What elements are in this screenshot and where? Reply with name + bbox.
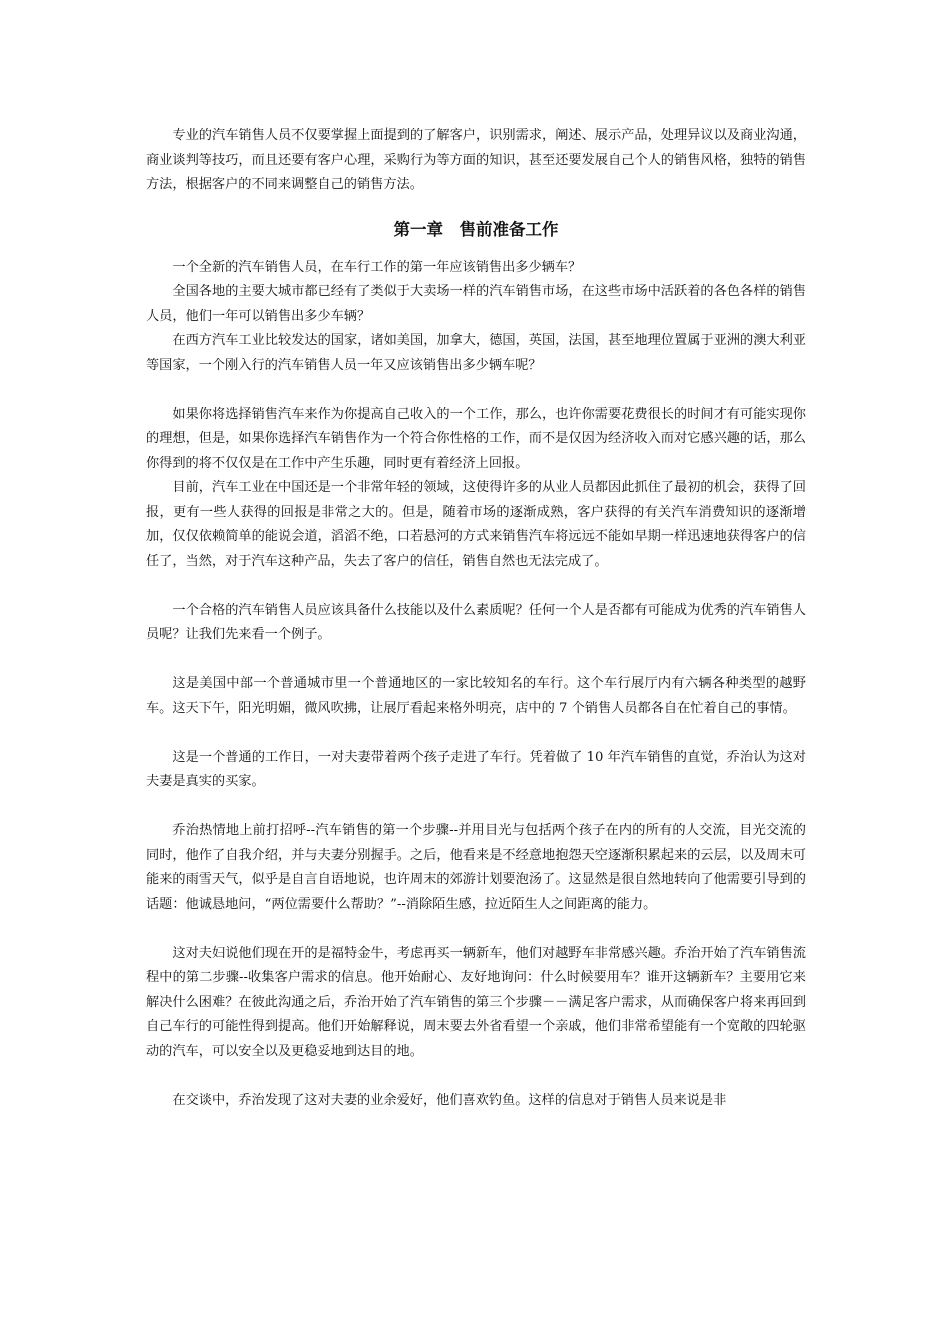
paragraph: 一个合格的汽车销售人员应该具备什么技能以及什么素质呢？任何一个人是否都有可能成为优秀的汽车销售人员呢？让我们先来看一个例子。 bbox=[146, 602, 806, 642]
paragraph: 这对夫妇说他们现在开的是福特金牛，考虑再买一辆新车，他们对越野车非常感兴趣。乔治开始了汽车销售流程中的第二步骤--收集客户需求的信息。他开始耐心、友好地询问：什么时候要用车？谁开这辆新车？主要用它来解决什么困难？在彼此沟通之后，乔治开始了汽车销售的第三个步骤－－满足客户需求，从而确保客户将来再回到自己车行的可能性得到提高。他们开始解释说，周末要去外省看望一个亲戚，他们非常希望能有一个宽敞的四轮驱动的汽车，可以安全以及更稳妥地到达目的地。 bbox=[146, 945, 806, 1059]
paragraph-gap bbox=[146, 795, 806, 820]
paragraph: 如果你将选择销售汽车来作为你提高自己收入的一个工作，那么，也许你需要花费很长的时间才有可能实现你的理想，但是，如果你选择汽车销售作为一个符合你性格的工作，而不是仅因为经济收入而对它感兴趣的话，那么你得到的将不仅仅是在工作中产生乐趣，同时更有着经济上回报。 bbox=[146, 406, 806, 471]
paragraph: 一个全新的汽车销售人员，在车行工作的第一年应该销售出多少辆车？ bbox=[172, 259, 582, 275]
paragraph: 这是一个普通的工作日，一对夫妻带着两个孩子走进了车行。凭着做了 10 年汽车销售的直觉，乔治认为这对夫妻是真实的买家。 bbox=[146, 749, 806, 789]
paragraph-gap bbox=[146, 574, 806, 599]
paragraph-gap bbox=[146, 721, 806, 746]
paragraph: 全国各地的主要大城市都已经有了类似于大卖场一样的汽车销售市场，在这些市场中活跃着的各色各样的销售人员，他们一年可以销售出多少车辆？ bbox=[146, 284, 806, 324]
paragraph-gap bbox=[146, 648, 806, 673]
document-page bbox=[146, 124, 806, 1113]
paragraph-gap bbox=[146, 917, 806, 942]
intro-paragraph: 专业的汽车销售人员不仅要掌握上面提到的了解客户，识别需求，阐述、展示产品，处理异议以及商业沟通，商业谈判等技巧，而且还要有客户心理，采购行为等方面的知识，甚至还要发展自己个人的销售风格，独特的销售方法，根据客户的不同来调整自己的销售方法。 bbox=[146, 128, 806, 192]
paragraph: 这是美国中部一个普通城市里一个普通地区的一家比较知名的车行。这个车行展厅内有六辆各种类型的越野车。这天下午，阳光明媚，微风吹拂，让展厅看起来格外明亮，店中的 7 个销售人员都各自在忙着自己的事情。 bbox=[146, 676, 806, 716]
paragraph: 在交谈中，乔治发现了这对夫妻的业余爱好，他们喜欢钓鱼。这样的信息对于销售人员来说是非 bbox=[172, 1092, 727, 1108]
chapter-title: 第一章 售前准备工作 bbox=[393, 219, 559, 239]
paragraph-gap bbox=[146, 1064, 806, 1089]
paragraph: 目前，汽车工业在中国还是一个非常年轻的领域，这使得许多的从业人员都因此抓住了最初的机会，获得了回报，更有一些人获得的回报是非常之大的。但是，随着市场的逐渐成熟，客户获得的有关汽车消费知识的逐渐增加，仅仅依赖简单的能说会道，滔滔不绝，口若悬河的方式来销售汽车将远远不能如早期一样迅速地获得客户的信任了，当然，对于汽车这种产品，失去了客户的信任，销售自然也无法完成了。 bbox=[146, 480, 806, 569]
paragraph: 在西方汽车工业比较发达的国家，诸如美国，加拿大，德国，英国，法国，甚至地理位置属于亚洲的澳大利亚等国家，一个刚入行的汽车销售人员一年又应该销售出多少辆车呢？ bbox=[146, 333, 806, 373]
paragraph-gap bbox=[146, 378, 806, 403]
paragraph: 乔治热情地上前打招呼--汽车销售的第一个步骤--并用目光与包括两个孩子在内的所有的人交流，目光交流的同时，他作了自我介绍，并与夫妻分别握手。之后，他看来是不经意地抱怨天空逐渐积累起来的云层，以及周末可能来的雨雪天气，似乎是自言自语地说，也许周末的郊游计划要泡汤了。这显然是很自然地转向了他需要引导到的话题：他诚恳地问，“两位需要什么帮助？”--消除陌生感，拉近陌生人之间距离的能力。 bbox=[146, 823, 806, 912]
